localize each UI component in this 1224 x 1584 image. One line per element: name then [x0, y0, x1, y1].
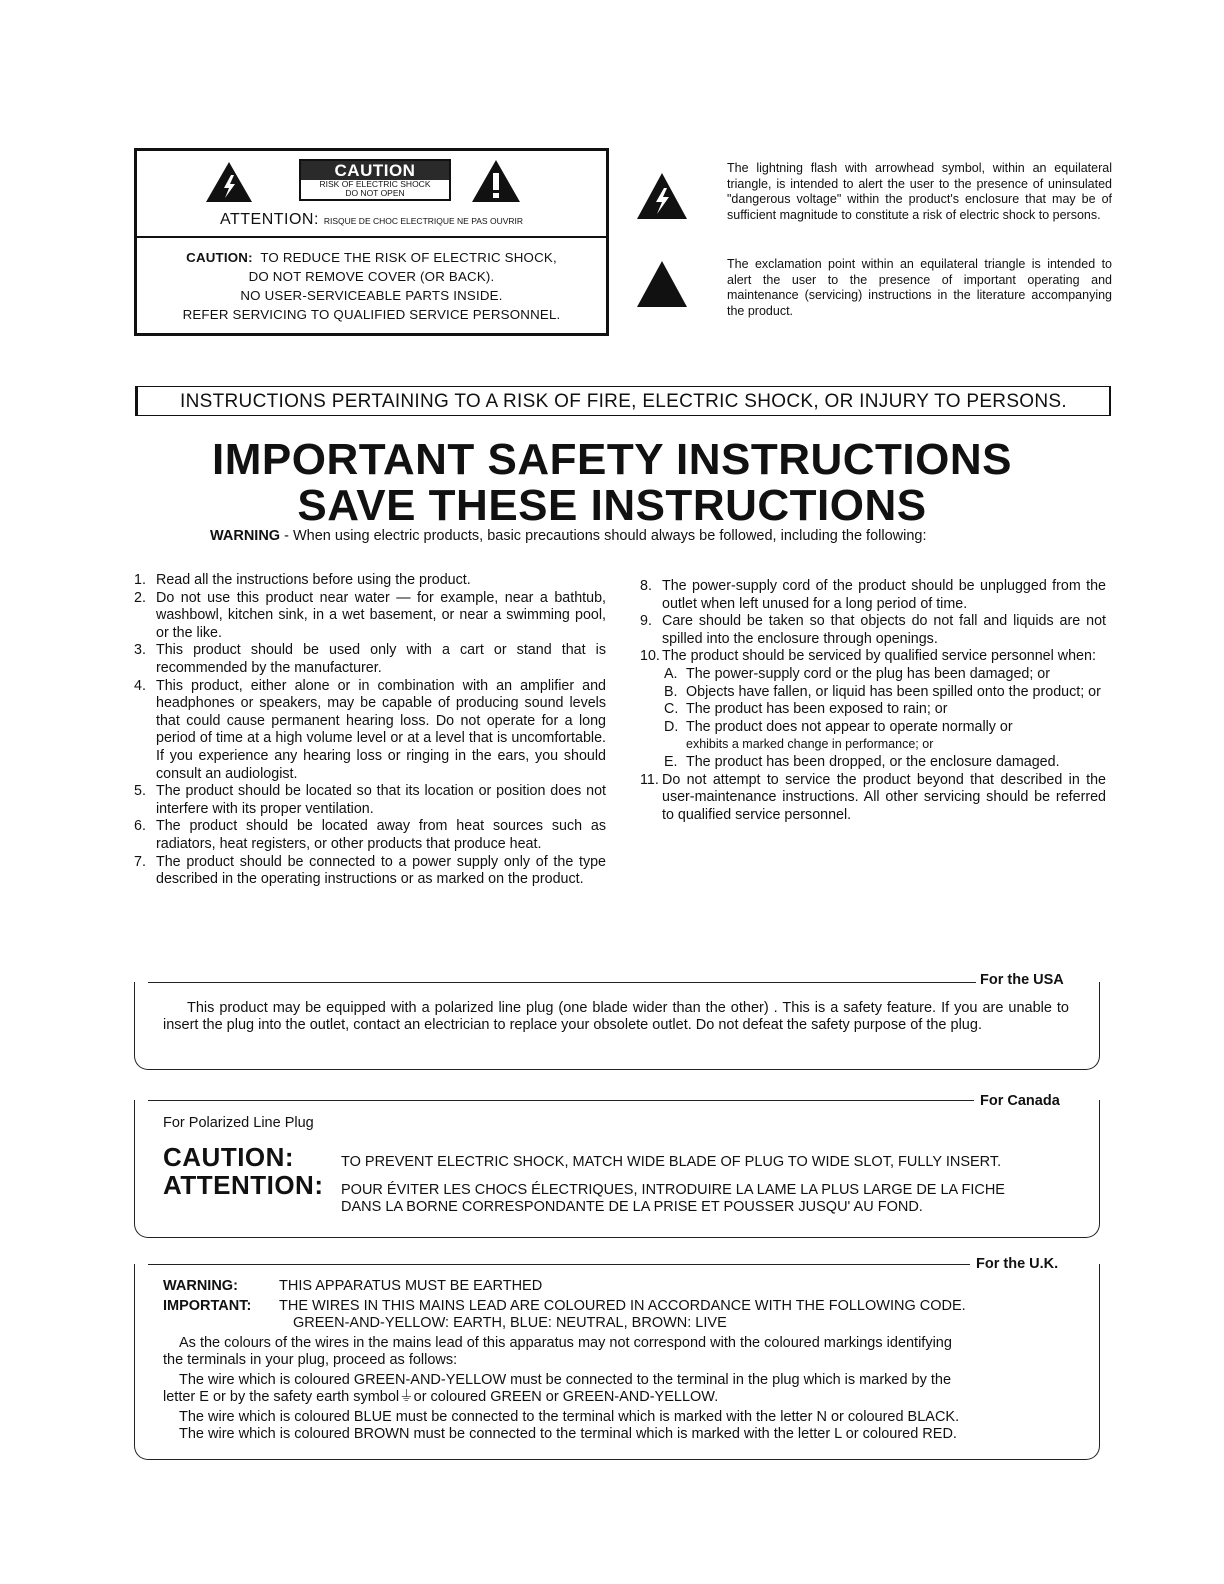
list-item [640, 772, 1106, 825]
uk-box [134, 1264, 1100, 1460]
sub-item-letter: C. [664, 701, 679, 718]
canada-box [134, 1100, 1100, 1238]
exclamation-warning-icon [471, 159, 521, 203]
sub-item-text: The power-supply cord or the plug has been damaged; or [686, 665, 1050, 682]
sub-list-item [640, 684, 1106, 702]
uk-para2-line2-end: or coloured GREEN or GREEN-AND-YELLOW. [413, 1389, 719, 1405]
list-item [134, 818, 606, 853]
canada-caution-label: CAUTION: [163, 1142, 295, 1172]
list-item [134, 854, 606, 889]
uk-warning-text: THIS APPARATUS MUST BE EARTHED [279, 1278, 543, 1294]
canada-attention-label: ATTENTION: [163, 1170, 324, 1200]
lightning-warning-icon [205, 161, 253, 203]
item-text: The product should be located so that its location or position does not interfere with its proper ventilation. [156, 783, 606, 817]
attention-line [137, 211, 606, 229]
sub-item-letter: D. [664, 718, 679, 735]
item-number: 6. [134, 818, 146, 835]
canada-label: For Canada [980, 1093, 1060, 1109]
item-number: 7. [134, 853, 146, 870]
warning-text: - When using electric products, basic precautions should always be followed, including the following: [280, 528, 927, 544]
uk-important-text-line2: GREEN-AND-YELLOW: EARTH, BLUE: NEUTRAL, BROWN: LIVE [293, 1315, 727, 1331]
item-number: 1. [134, 572, 146, 588]
uk-para4: The wire which is coloured BROWN must be connected to the terminal which is marked with the letter L or coloured RED. [179, 1426, 957, 1442]
lightning-symbol-text: The lightning flash with arrowhead symbol, within an equilateral triangle, is intended to alert the user to the presence of uninsulated "dangerous voltage" within the product's enclosure that may be of sufficient magnitude to constitute a risk of electric shock to persons. [727, 161, 1112, 222]
caution-badge-line2: DO NOT OPEN [345, 188, 405, 198]
lightning-symbol-icon [636, 172, 688, 220]
item-number: 8. [640, 578, 652, 594]
caution-body-line2: DO NOT REMOVE COVER (OR BACK). [248, 269, 495, 284]
sub-list-item [640, 701, 1106, 719]
exclamation-symbol-text: The exclamation point within an equilateral triangle is intended to alert the user to the presence of important operating and maintenance (servicing) instructions in the literature accompanying the product. [727, 257, 1112, 318]
uk-para2-line2-start: letter E or by the safety earth symbol [163, 1389, 400, 1405]
uk-para3: The wire which is coloured BLUE must be connected to the terminal which is marked with the letter N or coloured BLACK. [179, 1409, 960, 1425]
uk-para1-line2: the terminals in your plug, proceed as follows: [163, 1352, 458, 1368]
item-text: This product, either alone or in combination with an amplifier and headphones or speakers, may be capable of producing sound levels that could cause permanent hearing loss. Do not operate for a long period of time at a high volume level or at a level that is uncomfortable. If you experience any hearing loss or ringing in the ears, you should consult an audiologist. [156, 677, 606, 782]
attention-word: ATTENTION: [219, 211, 319, 228]
caution-badge-line1: RISK OF ELECTRIC SHOCK [319, 179, 431, 189]
sub-item-text: The product has been exposed to rain; or [686, 701, 948, 718]
item-text: Do not use this product near water — for example, near a bathtub, washbowl, kitchen sink, in a wet basement, or near a swimming pool, or the like. [156, 589, 606, 641]
sub-item-text: The product does not appear to operate normally or [686, 718, 1013, 735]
item-number: 5. [134, 783, 146, 800]
list-item [134, 572, 606, 590]
item-number: 10. [640, 648, 660, 665]
item-text: The product should be connected to a power supply only of the type described in the operating instructions or as marked on the product. [156, 853, 606, 888]
item-text: This product should be used only with a cart or stand that is recommended by the manufacturer. [156, 642, 606, 676]
page-subtitle: SAVE THESE INSTRUCTIONS [297, 481, 927, 530]
attention-french-text: RISQUE DE CHOC ELECTRIQUE NE PAS OUVRIR [323, 216, 524, 226]
list-item [640, 648, 1106, 666]
list-item [640, 613, 1106, 648]
sub-item-text-continued: exhibits a marked change in performance; or [686, 737, 934, 752]
item-text: Do not attempt to service the product beyond that described in the user-maintenance instructions. All other servicing should be referred to qualified service personnel. [662, 771, 1106, 823]
page-title: IMPORTANT SAFETY INSTRUCTIONS [212, 435, 1012, 484]
item-text: The power-supply cord of the product should be unplugged from the outlet when left unused for a long period of time. [662, 578, 1106, 612]
item-number: 9. [640, 613, 652, 630]
uk-para1-line1: As the colours of the wires in the mains lead of this apparatus may not correspond with the coloured markings identifying [179, 1335, 952, 1351]
item-text: The product should be serviced by qualified service personnel when: [662, 648, 1096, 665]
caution-label-box [134, 148, 609, 336]
sub-item-text: The product has been dropped, or the enclosure damaged. [686, 753, 1060, 770]
warning-label: WARNING [210, 528, 281, 544]
list-item [134, 590, 606, 643]
list-item [134, 678, 606, 784]
sub-item-letter: E. [664, 753, 678, 770]
list-item [134, 783, 606, 818]
left-column [134, 572, 606, 889]
item-text: The product should be located away from heat sources such as radiators, heat registers, or other products that produce heat. [156, 818, 606, 852]
caution-badge-title: CAUTION [301, 161, 449, 180]
usa-text: This product may be equipped with a polarized line plug (one blade wider than the other) . This is a safety feature. If you are unable to insert the plug into the outlet, contact an electrician to replace your obsolete outlet. Do not defeat the safety purpose of the plug. [163, 1000, 1069, 1033]
canada-intro: For Polarized Line Plug [163, 1115, 314, 1131]
uk-warning-label: WARNING: [163, 1278, 238, 1294]
item-text: Read all the instructions before using the product. [156, 572, 471, 588]
uk-para2-line1: The wire which is coloured GREEN-AND-YELLOW must be connected to the terminal in the plug which is marked by the [179, 1372, 952, 1388]
uk-important-text-line1: THE WIRES IN THIS MAINS LEAD ARE COLOURED IN ACCORDANCE WITH THE FOLLOWING CODE. [279, 1298, 966, 1314]
uk-label: For the U.K. [976, 1256, 1059, 1272]
item-number: 2. [134, 589, 146, 606]
item-number: 11. [640, 771, 659, 788]
list-item [134, 642, 606, 677]
sub-item-letter: B. [664, 683, 678, 700]
sub-list-item [640, 666, 1106, 684]
sub-item-letter: A. [664, 665, 678, 682]
caution-body-label: CAUTION: [186, 250, 253, 265]
caution-body-line4: REFER SERVICING TO QUALIFIED SERVICE PERSONNEL. [182, 307, 561, 322]
list-item [640, 578, 1106, 613]
right-column [640, 578, 1106, 824]
item-number: 3. [134, 642, 146, 659]
usa-box [134, 982, 1100, 1070]
warning-line [210, 528, 927, 544]
sub-list-item [640, 754, 1106, 772]
canada-attention-text-line1: POUR ÉVITER LES CHOCS ÉLECTRIQUES, INTRODUIRE LA LAME LA PLUS LARGE DE LA FICHE [341, 1182, 1005, 1198]
usa-label: For the USA [980, 972, 1064, 988]
canada-attention-text-line2: DANS LA BORNE CORRESPONDANTE DE LA PRISE ET POUSSER JUSQU' AU FOND. [341, 1199, 923, 1215]
caution-label-top [137, 151, 606, 238]
caution-badge [299, 159, 451, 201]
caution-body [137, 248, 606, 324]
exclamation-symbol-icon [636, 260, 688, 308]
instructions-header: INSTRUCTIONS PERTAINING TO A RISK OF FIRE, ELECTRIC SHOCK, OR INJURY TO PERSONS. [135, 386, 1111, 416]
item-number: 4. [134, 677, 146, 694]
sub-list-item [640, 719, 1106, 754]
sub-item-text: Objects have fallen, or liquid has been spilled onto the product; or [686, 683, 1101, 700]
canada-caution-text: TO PREVENT ELECTRIC SHOCK, MATCH WIDE BLADE OF PLUG TO WIDE SLOT, FULLY INSERT. [341, 1154, 1002, 1170]
uk-important-label: IMPORTANT: [163, 1298, 252, 1314]
caution-body-line1: TO REDUCE THE RISK OF ELECTRIC SHOCK, [260, 250, 557, 265]
item-text: Care should be taken so that objects do not fall and liquids are not spilled into the enclosure through openings. [662, 613, 1106, 647]
caution-body-line3: NO USER-SERVICEABLE PARTS INSIDE. [240, 288, 503, 303]
earth-symbol-icon: ⏚ [399, 1389, 414, 1405]
